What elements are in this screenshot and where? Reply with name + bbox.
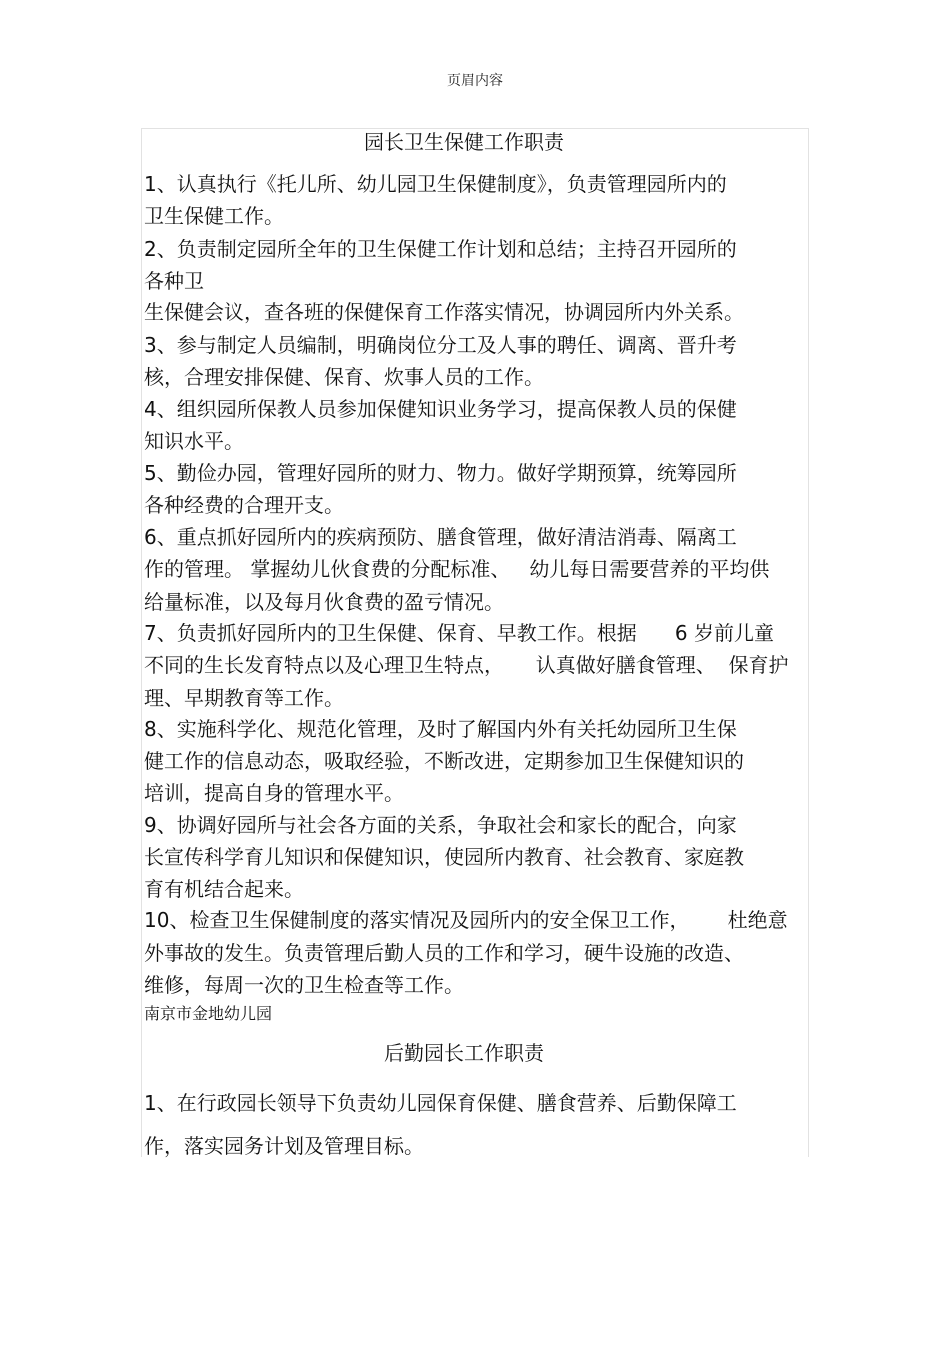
text-line: 各种经费的合理开支。 — [144, 493, 344, 517]
text-line: 知识水平。 — [144, 429, 244, 453]
text-line: 7、负责抓好园所内的卫生保健、保育、早教工作。根据 6 岁前儿童 — [144, 621, 774, 645]
text-line: 给量标准，以及每月伙食费的盈亏情况。 — [144, 590, 504, 614]
text-line: 1、认真执行《托儿所、幼儿园卫生保健制度》，负责管理园所内的 — [144, 172, 727, 196]
text-line: 2、负责制定园所全年的卫生保健工作计划和总结；主持召开园所的 — [144, 237, 737, 261]
text-line: 5、勤俭办园，管理好园所的财力、物力。做好学期预算，统筹园所 — [144, 461, 737, 485]
text-line: 4、组织园所保教人员参加保健知识业务学习，提高保教人员的保健 — [144, 397, 737, 421]
text-line: 生保健会议，查各班的保健保育工作落实情况，协调园所内外关系。 — [144, 300, 744, 324]
text-line: 8、实施科学化、规范化管理，及时了解国内外有关托幼园所卫生保 — [144, 717, 737, 741]
text-line: 各种卫 — [144, 269, 204, 293]
text-line: 3、参与制定人员编制，明确岗位分工及人事的聘任、调离、晋升考 — [144, 333, 737, 357]
page-header: 页眉内容 — [447, 73, 503, 89]
text-line: 10、检查卫生保健制度的落实情况及园所内的安全保卫工作， 杜绝意 — [144, 908, 788, 932]
text-line: 6、重点抓好园所内的疾病预防、膳食管理，做好清洁消毒、隔离工 — [144, 525, 737, 549]
text-line: 理、早期教育等工作。 — [144, 686, 344, 710]
text-line: 核，合理安排保健、保育、炊事人员的工作。 — [144, 365, 544, 389]
text-line: 培训，提高自身的管理水平。 — [144, 781, 404, 805]
section-title-logistics: 后勤园长工作职责 — [384, 1041, 544, 1065]
text-line: 卫生保健工作。 — [144, 204, 284, 228]
text-line: 作的管理。 掌握幼儿伙食费的分配标准、 幼儿每日需要营养的平均供 — [144, 557, 770, 581]
text-line: 育有机结合起来。 — [144, 877, 304, 901]
section-title-director: 园长卫生保健工作职责 — [364, 130, 564, 154]
text-line: 长宣传科学育儿知识和保健知识，使园所内教育、社会教育、家庭教 — [144, 845, 744, 869]
text-line: 不同的生长发育特点以及心理卫生特点， 认真做好膳食管理、 保育护 — [144, 653, 789, 677]
text-line: 外事故的发生。负责管理后勤人员的工作和学习，硬牛设施的改造、 — [144, 941, 744, 965]
text-line: 维修，每周一次的卫生检查等工作。 — [144, 973, 464, 997]
text-line: 健工作的信息动态，吸取经验，不断改进，定期参加卫生保健知识的 — [144, 749, 744, 773]
text-line: 1、在行政园长领导下负责幼儿园保育保健、膳食营养、后勤保障工 — [144, 1091, 737, 1115]
text-line: 9、协调好园所与社会各方面的关系，争取社会和家长的配合，向家 — [144, 813, 737, 837]
text-line: 作，落实园务计划及管理目标。 — [144, 1134, 424, 1158]
organization-name: 南京市金地幼儿园 — [144, 1004, 273, 1023]
